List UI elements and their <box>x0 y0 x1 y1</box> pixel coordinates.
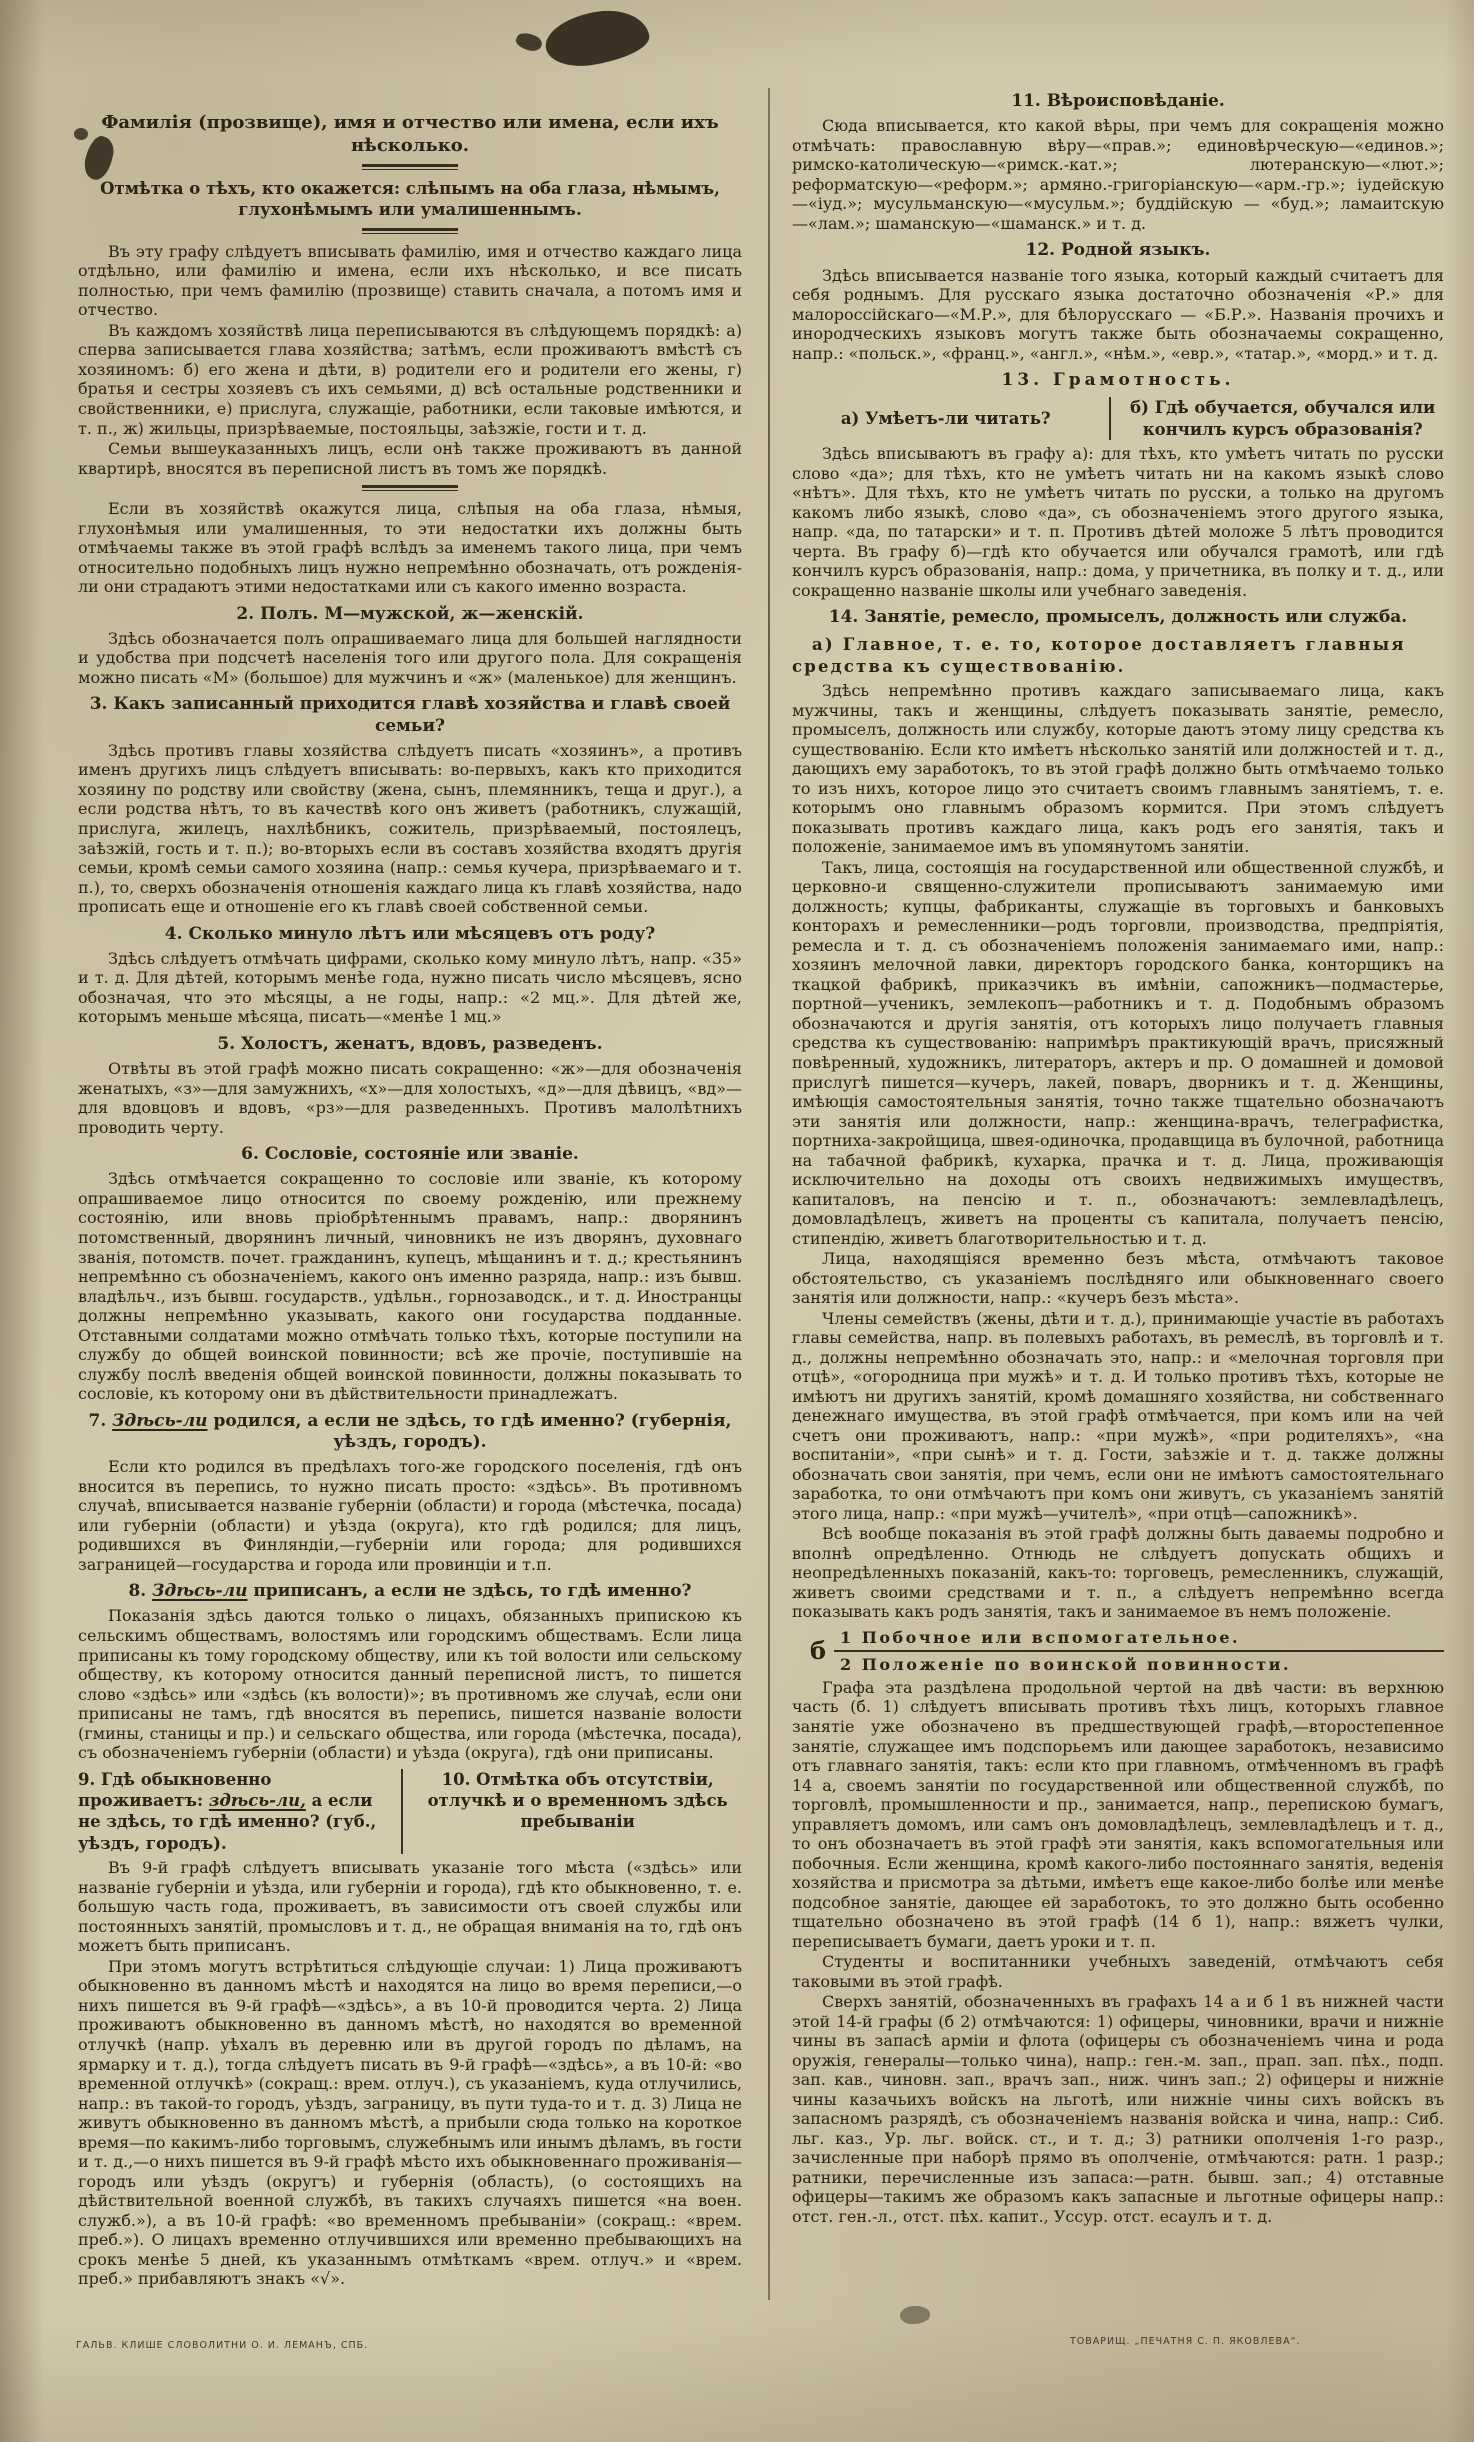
section-rule <box>362 485 458 491</box>
section-14b-label: б <box>810 1636 827 1666</box>
ink-stain <box>542 5 652 71</box>
paragraph: Графа эта раздѣлена продольной чертой на двѣ части: въ верхнюю часть (б. 1) слѣдуетъ вписывать противъ тѣхъ лицъ, которыхъ главное занятіе уже обозначено въ предшествующей графѣ,—второстепенное занятіе, служащее имъ подспорьемъ или дающее заработокъ, независимо отъ главнаго занятія, такъ: если кто при главномъ, отмѣченномъ въ графѣ 14 а, своемъ занятіи по государственной или общественной службѣ, по торговлѣ, промышленности и пр., занимается, напр., перепискою бумагъ, управляетъ домомъ, или самъ онъ домовладѣлецъ, землевладѣлецъ и т. д., то онъ обозначаетъ въ этой графѣ эти занятія, какъ вспомогательныя или побочныя. Если женщина, кромѣ какого-либо постояннаго занятія, веденія хозяйства и присмотра за дѣтьми, имѣетъ еще какое-либо болѣе или менѣе подсобное занятіе, дающее ей заработокъ, то это должно быть особенно тщательно обозначено въ этой графѣ (14 б 1), напр.: вяжетъ чулки, переписываетъ бумаги, даетъ уроки и т. п. <box>792 1677 1444 1951</box>
paragraph: Здѣсь обозначается полъ опрашиваемаго лица для большей наглядности и удобства при подсчетѣ населенія того или другого пола. Для сокращенія можно писать «М» (большое) для мужчинъ и «ж» (маленькое) для женщинъ. <box>78 628 742 687</box>
paragraph: Отвѣты въ этой графѣ можно писать сокращенно: «ж»—для обозначенія женатыхъ, «з»—для замужнихъ, «х»—для холостыхъ, «д»—для дѣвицъ, «вд»—для вдовцовъ и вдовъ, «рз»—для разведенныхъ. Противъ малолѣтнихъ проводить черту. <box>78 1059 742 1137</box>
section-7-title <box>86 1411 734 1454</box>
section-7-title-rest: родился, а если не здѣсь, то гдѣ именно? (губернія, уѣздъ, городъ). <box>213 1410 732 1452</box>
paragraph: Въ 9-й графѣ слѣдуетъ вписывать указаніе того мѣста («здѣсь» или названіе губерніи и уѣзда, или губерніи и города), гдѣ кто обыкновенно, т. е. большую часть года, проживаетъ, въ зависимости отъ своей службы или постоянныхъ занятій, промысловъ и т. д., не обращая вниманія на то, гдѣ онъ можетъ быть приписанъ. <box>78 1858 742 1956</box>
section-14b-heading <box>792 1628 1444 1674</box>
section-13-title: 13. Грамотность. <box>1001 370 1235 391</box>
paragraph: Всѣ вообще показанія въ этой графѣ должны быть даваемы подробно и вполнѣ опредѣленно. Отнюдь не слѣдуетъ допускать общихъ и неопредѣленныхъ показаній, какъ-то: торговецъ, ремесленникъ, служащій, живетъ своими средствами и т. п., а слѣдуетъ непремѣнно всегда показывать какъ родъ занятія, такъ и занимаемое въ немъ положеніе. <box>792 1524 1444 1622</box>
section-8-title-rest: приписанъ, а если не здѣсь, то гдѣ именно? <box>253 1581 692 1602</box>
section-4-title: 4. Сколько минуло лѣтъ или мѣсяцевъ отъ роду? <box>164 923 656 944</box>
section-8-emphasis: Здѣсь-ли <box>152 1581 248 1602</box>
right-column <box>792 84 1444 2330</box>
paragraph: Здѣсь вписывается названіе того языка, который каждый считаетъ для себя роднымъ. Для русскаго языка достаточно обозначенія «Р.» для малороссійскаго—«М.Р.», для бѣлорусскаго — «Б.Р.». Названія прочихъ и инородческихъ языковъ могутъ также быть обозначаемы сокращенно, напр.: «польск.», «франц.», «англ.», «нѣм.», «евр.», «татар.», «морд.» и т. д. <box>792 265 1444 363</box>
ink-stain <box>514 30 544 54</box>
printer-credit-right: ТОВАРИЩ. „ПЕЧАТНЯ С. П. ЯКОВЛЕВА“. <box>1070 2336 1301 2347</box>
section-7-number: 7. <box>88 1410 107 1431</box>
section-2-title: 2. Полъ. М—мужской, ж—женскій. <box>236 603 584 624</box>
section-14-title: 14. Занятіе, ремесло, промыселъ, должность или служба. <box>828 607 1408 628</box>
section-6-title: 6. Сословіе, состояніе или званіе. <box>241 1144 579 1165</box>
section-12-title: 12. Родной языкъ. <box>1025 240 1211 261</box>
section-7-emphasis: Здѣсь-ли <box>112 1410 208 1431</box>
paragraph: При этомъ могутъ встрѣтиться слѣдующіе случаи: 1) Лица проживаютъ обыкновенно въ данномъ мѣстѣ и находятся на лицо во время переписи,—о нихъ пишется въ 9-й графѣ—«здѣсь», а въ 10-й проводится черта. 2) Лица проживаютъ обыкновенно въ данномъ мѣстѣ, но находятся во временной отлучкѣ (напр. уѣхалъ въ деревню или въ другой городъ по дѣламъ, на ярмарку и т. д.), тогда слѣдуетъ писать въ 9-й графѣ—«здѣсь», а въ 10-й: «во временной отлучкѣ» (сокращ.: врем. отлуч.), съ указаніемъ, куда отлучились, напр.: въ такой-то городъ, уѣздъ, заграницу, въ пути туда-то и т. д. 3) Лица не живутъ обыкновенно въ данномъ мѣстѣ, а прибыли сюда только на короткое время—по какимъ-либо торговымъ, служебнымъ или инымъ дѣламъ, въ гости и т. д.,—о нихъ пишется въ 9-й графѣ мѣсто ихъ обыкновеннаго проживанія—городъ или уѣздъ (округъ) и губернія (область), (о состоящихъ на дѣйствительной военной службѣ, въ такихъ случаяхъ пишется «на воен. служб.»), а въ 10-й графѣ: «во временномъ пребываніи» (сокращ.: «врем. преб.»). О лицахъ временно отлучившихся или временно пребывающихъ на срокъ менѣе 5 дней, къ указаннымъ отмѣткамъ «врем. отлуч.» и «врем. преб.» прибавляютъ знакъ «√». <box>78 1956 742 2289</box>
section-14b1-title: 1 Побочное или вспомогательное. <box>840 1627 1241 1647</box>
paragraph: Семьи вышеуказанныхъ лицъ, если онѣ также проживаютъ въ данной квартирѣ, вносятся въ переписной листъ въ томъ же порядкѣ. <box>78 439 742 478</box>
section-3-title: 3. Какъ записанный приходится главѣ хозяйства и главѣ своей семьи? <box>89 694 731 736</box>
section-1-title: Фамилія (прозвище), имя и отчество или имена, если ихъ нѣсколько. <box>101 112 719 156</box>
section-9-lead: 9. Гдѣ обыкновенно проживаетъ: <box>78 1769 272 1811</box>
paragraph: Сверхъ занятій, обозначенныхъ въ графахъ 14 а и б 1 въ нижней части этой 14-й графы (б 2) отмѣчаются: 1) офицеры, чиновники, врачи и нижніе чины въ запасѣ арміи и флота (офицеры съ обозначеніемъ чина и рода оружія, генералы—только чина), напр.: ген.-м. зап., прап. зап. пѣх., подп. зап. кав., чиновн. зап., врачъ зап., ниж. чинъ зап.; 2) офицеры и нижніе чины казачьихъ войскъ на льготѣ, или нижніе чины сихъ войскъ въ запасномъ разрядѣ, съ обозначеніемъ названія войска и чина, напр.: Сиб. льг. каз., Ур. льг. войск. ст., и т. д.; 3) ратники ополченія 1-го разр., зачисленные при наборѣ прямо въ ополченіе, отмѣчаются: ратн. 1 разр.; ратники, перечисленные изъ запаса:—ратн. бывш. зап.; 4) отставные офицеры—такимъ же образомъ какъ запасные и льготные офицеры напр.: отст. ген.-л., отст. пѣх. капит., Уссур. отст. есаулъ и т. д. <box>792 1992 1444 2226</box>
section-13a-title: а) Умѣетъ-ли читать? <box>792 397 1111 440</box>
section-11-title: 11. Вѣроисповѣданіе. <box>1011 91 1225 111</box>
paragraph: Сюда вписывается, кто какой вѣры, при чемъ для сокращенія можно отмѣчать: православную вѣру—«прав.»; единовѣрческую—«единов.»; римско-католическую—«римск.-кат.»; лютеранскую—«лют.»; реформатскую—«реформ.»; армяно.-григоріанскую—«арм.-гр.»; іудейскую—«іуд.»; мусульманскую—«мусульм.»; буддійскую — «буд.»; ламаитскую—«лам.»; шаманскую—«шаманск.» и т. д. <box>792 116 1444 233</box>
section-5-title: 5. Холостъ, женатъ, вдовъ, разведенъ. <box>217 1033 603 1054</box>
paragraph: Здѣсь вписываютъ въ графу а): для тѣхъ, кто умѣетъ читать по русски слово «да»; для тѣхъ, кто не умѣетъ читать ни на какомъ языкѣ слово «нѣтъ». Для тѣхъ, кто не умѣетъ читать по русски, а только на другомъ какомъ либо языкѣ, слово «да», съ обозначеніемъ этого другого языка, напр. «да, по татарски» и т. п. Противъ дѣтей моложе 5 лѣтъ проводится черта. Въ графу б)—гдѣ кто обучается или обучался грамотѣ, или гдѣ кончилъ курсъ образованія, напр.: дома, у причетника, въ полку и т. д., или сокращенно названіе школы или учебнаго заведенія. <box>792 444 1444 600</box>
paragraph: Лица, находящіяся временно безъ мѣста, отмѣчаютъ таковое обстоятельство, съ указаніемъ послѣдняго или обыкновеннаго своего занятія или должности, напр.: «кучеръ безъ мѣста». <box>792 1249 1444 1308</box>
column-divider <box>768 88 770 2300</box>
left-column <box>78 84 742 2330</box>
section-13-headings <box>792 397 1444 440</box>
paragraph: Въ эту графу слѣдуетъ вписывать фамилію, имя и отчество каждаго лица отдѣльно, или фамилію и имена, если ихъ нѣсколько, и все писать полностью, при чемъ фамилію (прозвище) ставить сначала, а потомъ имя и отчество. <box>78 241 742 320</box>
paragraph: Здѣсь противъ главы хозяйства слѣдуетъ писать «хозяинъ», а противъ именъ другихъ лицъ слѣдуетъ вписывать: во-первыхъ, какъ кто приходится хозяину по родству или свойству (жена, сынъ, племянникъ, теща и друг.), а если родства нѣтъ, то въ качествѣ кого онъ живетъ (работникъ, служащій, прислуга, жилецъ, нахлѣбникъ, сожитель, призрѣваемый, постоялецъ, заѣзжій, гость и т. п.); во-вторыхъ если въ составъ хозяйства входятъ другія семьи, кромѣ семьи самого хозяина (напр.: семья кучера, призрѣваемаго и т. п.), то, сверхъ обозначенія отношенія каждаго лица къ главѣ хозяйства, надо прописать еще и отношеніе его къ главѣ своей собственной семьи. <box>78 740 742 917</box>
paragraph: Здѣсь непремѣнно противъ каждаго записываемаго лица, какъ мужчины, такъ и женщины, слѣдуетъ показывать занятіе, ремесло, промыселъ, должность или службу, которые даютъ этому лицу средства къ существованію. Если кто имѣетъ нѣсколько занятій или должностей и т. д., дающихъ ему заработокъ, то въ этой графѣ должно быть отмѣчаемо только то изъ нихъ, которое лицо это считаетъ своимъ главнымъ занятіемъ, т. е. которымъ оно главнымъ образомъ кормится. При этомъ слѣдуетъ показывать противъ каждаго лица, какъ родъ его занятія, такъ и положеніе, занимаемое имъ въ упомянутомъ занятіи. <box>792 681 1444 857</box>
paragraph: Члены семействъ (жены, дѣти и т. д.), принимающіе участіе въ работахъ главы семейства, напр. въ полевыхъ работахъ, въ ремеслѣ, въ торговлѣ и т. д., должны непремѣнно обозначать это, напр.: и «мелочная торговля при отцѣ», «огородница при мужѣ» и т. д. И только противъ тѣхъ, которые не имѣютъ ни другихъ занятій, кромѣ домашняго хозяйства, ни собственнаго денежнаго имущества, въ этой графѣ отмѣчается, при комъ или на чей счетъ они проживаютъ, напр.: «при мужѣ», «при родителяхъ», «на воспитаніи», «при сынѣ» и т. д. Гости, заѣзжіе и т. д. также должны обозначать свои занятія, при чемъ, если они не имѣютъ самостоятельнаго заработка, то они отмѣчаютъ при комъ они живутъ, съ указаніемъ занятій этого лица, напр.: «при мужѣ—учителѣ», «при отцѣ—сапожникѣ». <box>792 1308 1444 1523</box>
paragraph: Если кто родился въ предѣлахъ того-же городского поселенія, гдѣ онъ вносится въ перепись, то нужно писать просто: «здѣсь». Въ противномъ случаѣ, вписывается названіе губерніи (области) и города (мѣстечка, посада) или губерніи (области) и уѣзда (округа), кто гдѣ родился; для лицъ, родившихся въ Финляндіи,—губерніи или города; для родившихся заграницей—государства и города или провинціи и т.п. <box>78 1457 742 1574</box>
section-14a-title: а) Главное, т. е. то, которое доставляетъ главныя средства къ существованію. <box>792 634 1406 676</box>
section-9-title-rest: а если не здѣсь, то гдѣ именно? (губ., уѣздъ, городъ). <box>78 1791 377 1853</box>
section-13b-title: б) Гдѣ обучается, обучался или кончилъ курсъ образованія? <box>1130 398 1436 439</box>
section-1-subtitle: Отмѣтка о тѣхъ, кто окажется: слѣпымъ на оба глаза, нѣмымъ, глухонѣмымъ или умалишеннымъ. <box>100 179 720 220</box>
section-9-10-headings <box>78 1769 742 1855</box>
printer-credit-left: ГАЛЬВ. КЛИШЕ СЛОВОЛИТНИ О. И. ЛЕМАНЪ, СПБ. <box>76 2340 369 2351</box>
paragraph: Здѣсь отмѣчается сокращенно то сословіе или званіе, къ которому опрашиваемое лицо относится по своему рожденію, или прежнему состоянію, или вновь пріобрѣтеннымъ правамъ, напр.: дворянинъ потомственный, дворянинъ личный, чиновникъ не изъ дворянъ, духовнаго званія, потомств. почет. гражданинъ, купецъ, мѣщанинъ и т. д.; крестьянинъ непремѣнно съ обозначеніемъ, какого онъ именно разряда, напр.: изъ бывш. владѣльч., изъ бывш. государств., удѣльн., горнозаводск., и т. д. Иностранцы должны непремѣнно указывать, какого они государства подданные. Отставными солдатами можно отмѣчать только тѣхъ, которые поступили на службу до общей воинской повинности; всѣ же прочіе, поступившіе на службу послѣ введенія общей воинской повинности, должны показывать то сословіе, къ которому они въ дѣйствительности принадлежатъ. <box>78 1169 742 1404</box>
paragraph: Такъ, лица, состоящія на государственной или общественной службѣ, и церковно-и священно-служители прописываютъ занимаемую ими должность; купцы, фабриканты, служащіе въ торговыхъ и банковыхъ конторахъ и ремесленники—родъ торговли, производства, предпріятія, ремесла и т. д. съ обозначеніемъ положенія занимаемаго ими, напр.: хозяинъ мелочной лавки, директоръ городского банка, конторщикъ на ткацкой фабрикѣ, приказчикъ въ имѣніи, сапожникъ—подмастерье, портной—ученикъ, землекопъ—работникъ и т. д. Подобнымъ образомъ обозначаются и другія занятія, отъ которыхъ лицо получаетъ главныя средства къ существованію: напримѣръ практикующій врачъ, присяжный повѣренный, художникъ, литераторъ, актеръ и пр. О домашней и домовой прислугѣ пишется—кучеръ, лакей, поваръ, дворникъ и т. д. Женщины, имѣющія самостоятельныя занятія, точно также тщательно обозначаютъ эти занятія или должности, напр.: женщина-врачъ, телеграфистка, портниха-закройщица, швея-одиночка, продавщица въ булочной, работница на табачной фабрикѣ, кухарка, прачка и т. д. Лица, проживающія исключительно на доходы отъ своихъ недвижимыхъ имуществъ, капиталовъ, на пенсію и т. п., обозначаютъ: землевладѣлецъ, домовладѣлецъ, живетъ на проценты съ капитала, получаетъ пенсію, стипендію, живетъ благотворительностью и т. д. <box>792 857 1444 1248</box>
section-9-emphasis: здѣсь-ли, <box>208 1791 306 1811</box>
section-rule <box>362 164 458 170</box>
section-10-title: 10. Отмѣтка объ отсутствіи, отлучкѣ и о временномъ здѣсь пребываніи <box>427 1769 728 1832</box>
section-8-title <box>86 1581 734 1602</box>
section-14b-lines <box>834 1628 1444 1674</box>
section-9-title <box>78 1769 403 1855</box>
heading-separator <box>834 1650 1444 1652</box>
paragraph: Показанія здѣсь даются только о лицахъ, обязанныхъ припискою къ сельскимъ обществамъ, волостямъ или городскимъ обществамъ. Если лица приписаны къ тому городскому обществу, или къ той волости или сельскому обществу, къ которому относится данный переписной листъ, то пишется слово «здѣсь» или «здѣсь (къ волости)»; въ противномъ же случаѣ, если они приписаны не тамъ, гдѣ вносятся въ перепись, пишется названіе волости (гмины, станицы и пр.) и сельскаго общества, или города (мѣстечка, посада), съ обозначеніемъ губерніи (области) и уѣзда (округа), гдѣ они приписаны. <box>78 1606 742 1763</box>
paragraph: Здѣсь слѣдуетъ отмѣчать цифрами, сколько кому минуло лѣтъ, напр. «35» и т. д. Для дѣтей, которымъ менѣе года, нужно писать число мѣсяцевъ, ясно обозначая, что это мѣсяцы, а не годы, напр.: «2 мц.». Для дѣтей же, которымъ меньше мѣсяца, писать—«менѣе 1 мц.» <box>78 948 742 1027</box>
paragraph: Если въ хозяйствѣ окажутся лица, слѣпыя на оба глаза, нѣмыя, глухонѣмыя или умалишенныя, то эти недостатки ихъ должны быть отмѣчаемы также въ этой графѣ вслѣдъ за именемъ такого лица, при чемъ относительно подобныхъ лицъ нужно непремѣнно обозначать, отъ рожденія-ли они страдаютъ этими недостатками или съ какого именно возраста. <box>78 499 742 597</box>
paragraph: Въ каждомъ хозяйствѣ лица переписываются въ слѣдующемъ порядкѣ: а) сперва записывается глава хозяйства; затѣмъ, если проживаютъ вмѣстѣ съ хозяиномъ: б) его жена и дѣти, в) родители его и родители его жены, г) братья и сестры хозяевъ съ ихъ семьями, д) всѣ остальные родственники и свойственники, е) прислуга, служащіе, работники, если таковые имѣются, и т. п., ж) жильцы, призрѣваемые, постояльцы, заѣзжіе, гости и т. д. <box>78 320 742 438</box>
section-rule <box>362 228 458 234</box>
section-8-number: 8. <box>128 1581 147 1602</box>
section-14b2-title: 2 Положеніе по воинской повинности. <box>840 1654 1292 1674</box>
paragraph: Студенты и воспитанники учебныхъ заведеній, отмѣчаютъ себя таковыми въ этой графѣ. <box>792 1952 1444 1991</box>
